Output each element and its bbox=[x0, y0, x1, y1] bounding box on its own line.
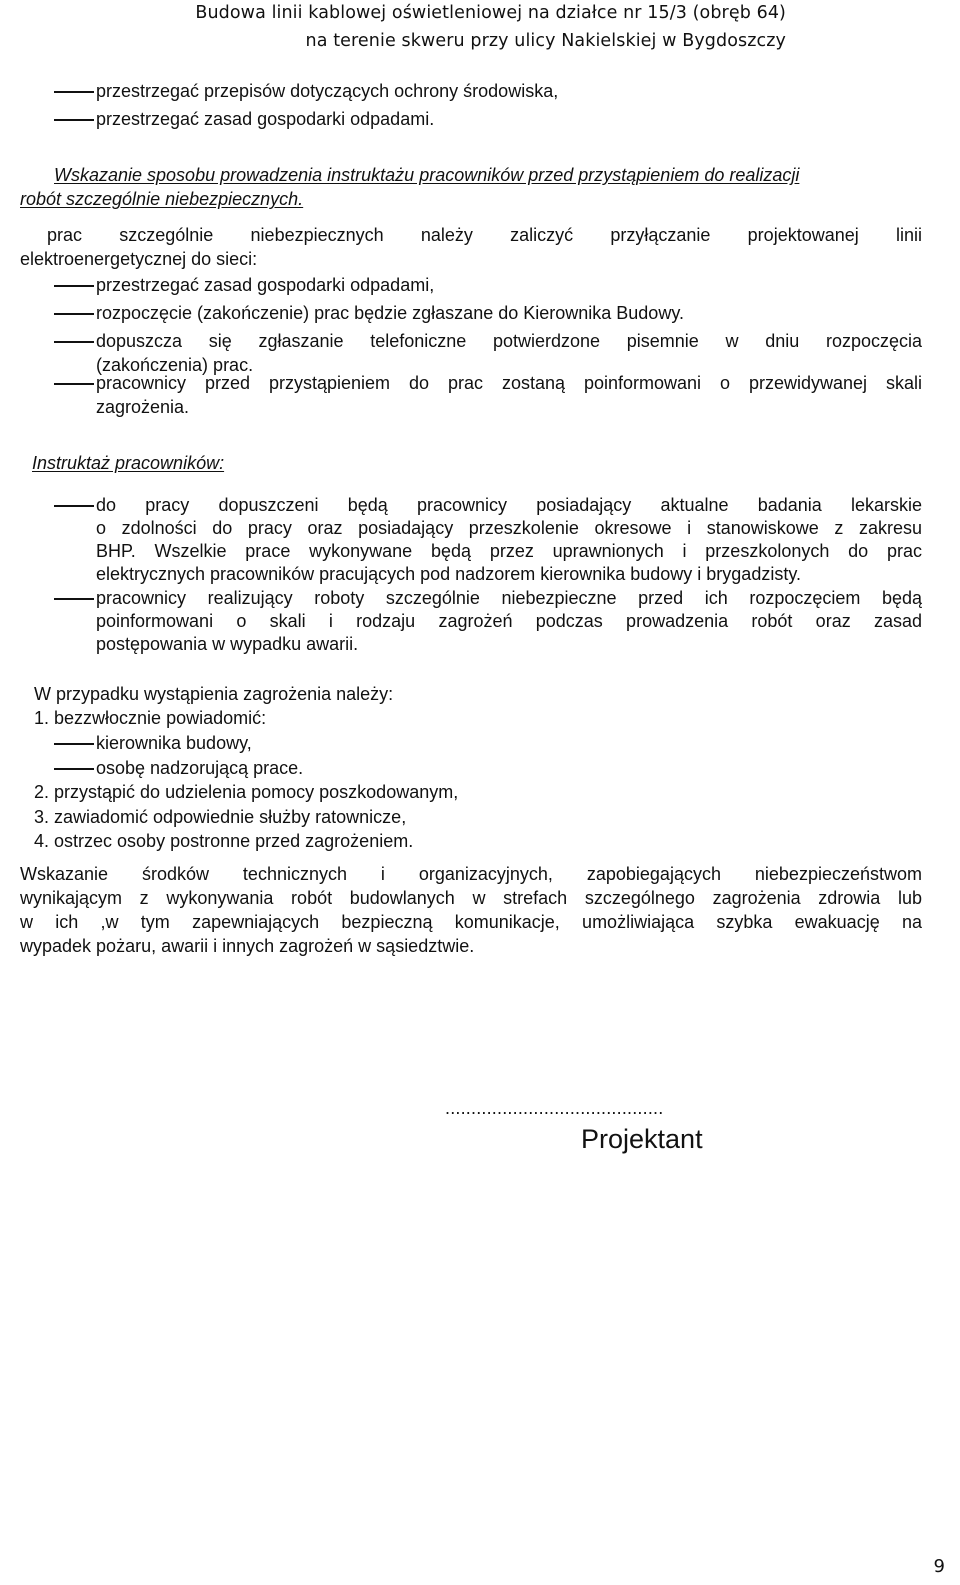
dash-bullet bbox=[54, 91, 94, 93]
dash-bullet bbox=[54, 119, 94, 121]
dash-bullet bbox=[54, 598, 94, 600]
list-item: pracownicy przed przystąpieniem do prac zostaną poinformowani o przewidywanej skali bbox=[96, 373, 922, 393]
list-item: dopuszcza się zgłaszanie telefoniczne potwierdzone pisemnie w dniu rozpoczęcia bbox=[96, 331, 922, 351]
list-item-cont: zagrożenia. bbox=[96, 397, 190, 417]
paragraph-line: elektrycznych pracowników pracujących pod nadzorem kierownika budowy i brygadzisty. bbox=[96, 564, 801, 584]
paragraph-line: o zdolności do pracy oraz posiadający przeszkolenie okresowe i stanowiskowe z zakresu bbox=[96, 518, 922, 538]
numbered-item: 4. ostrzec osoby postronne przed zagrożeniem. bbox=[34, 831, 414, 851]
section-heading: Wskazanie sposobu prowadzenia instruktażu pracowników przed przystąpieniem do realizacji bbox=[54, 165, 800, 185]
header-title-line2: na terenie skweru przy ulicy Nakielskiej w Bygdoszczy bbox=[305, 31, 786, 51]
dash-bullet bbox=[54, 341, 94, 343]
dash-bullet bbox=[54, 383, 94, 385]
page-number: 9 bbox=[933, 1556, 945, 1577]
list-item: rozpoczęcie (zakończenie) prac będzie zgłaszane do Kierownika Budowy. bbox=[96, 303, 684, 323]
dash-bullet bbox=[54, 313, 94, 315]
paragraph-line: prac szczególnie niebezpiecznych należy zaliczyć przyłączanie projektowanej linii bbox=[47, 225, 922, 245]
signature-line: .......................................... bbox=[445, 1098, 664, 1118]
list-item-cont: (zakończenia) prac. bbox=[96, 355, 254, 375]
header-title-line1: Budowa linii kablowej oświetleniowej na działce nr 15/3 (obręb 64) bbox=[195, 3, 786, 23]
section-heading-cont: robót szczególnie niebezpiecznych. bbox=[20, 189, 304, 209]
section-heading: Instruktaż pracowników: bbox=[32, 453, 225, 473]
paragraph-line: pracownicy realizujący roboty szczególnie niebezpieczne przed ich rozpoczęciem będą bbox=[96, 588, 922, 608]
dash-bullet bbox=[54, 505, 94, 507]
list-item: przestrzegać przepisów dotyczących ochrony środowiska, bbox=[96, 81, 559, 101]
paragraph-line: w ich ,w tym zapewniających bezpieczną komunikacje, umożliwiająca szybka ewakuację na bbox=[20, 912, 922, 932]
paragraph-line: do pracy dopuszczeni będą pracownicy posiadający aktualne badania lekarskie bbox=[96, 495, 922, 515]
paragraph-line: elektroenergetycznej do sieci: bbox=[20, 249, 258, 269]
list-item: kierownika budowy, bbox=[96, 733, 252, 753]
paragraph-line: BHP. Wszelkie prace wykonywane będą przez uprawnionych i przeszkolonych do prac bbox=[96, 541, 922, 561]
dash-bullet bbox=[54, 768, 94, 770]
numbered-item: 1. bezzwłocznie powiadomić: bbox=[34, 708, 267, 728]
dash-bullet bbox=[54, 285, 94, 287]
list-item: osobę nadzorującą prace. bbox=[96, 758, 304, 778]
signature-label: Projektant bbox=[581, 1124, 703, 1154]
paragraph-line: W przypadku wystąpienia zagrożenia należy: bbox=[34, 684, 394, 704]
paragraph-line: postępowania w wypadku awarii. bbox=[96, 634, 359, 654]
paragraph-line: Wskazanie środków technicznych i organizacyjnych, zapobiegających niebezpieczeństwom bbox=[20, 864, 922, 884]
numbered-item: 2. przystąpić do udzielenia pomocy poszkodowanym, bbox=[34, 782, 459, 802]
dash-bullet bbox=[54, 743, 94, 745]
paragraph-line: wypadek pożaru, awarii i innych zagrożeń w sąsiedztwie. bbox=[20, 936, 475, 956]
list-item: przestrzegać zasad gospodarki odpadami. bbox=[96, 109, 435, 129]
list-item: przestrzegać zasad gospodarki odpadami, bbox=[96, 275, 435, 295]
paragraph-line: poinformowani o skali i rodzaju zagrożeń podczas prowadzenia robót oraz zasad bbox=[96, 611, 922, 631]
paragraph-line: wynikającym z wykonywania robót budowlanych w strefach szczególnego zagrożenia zdrowia lub bbox=[20, 888, 922, 908]
numbered-item: 3. zawiadomić odpowiednie służby ratownicze, bbox=[34, 807, 407, 827]
